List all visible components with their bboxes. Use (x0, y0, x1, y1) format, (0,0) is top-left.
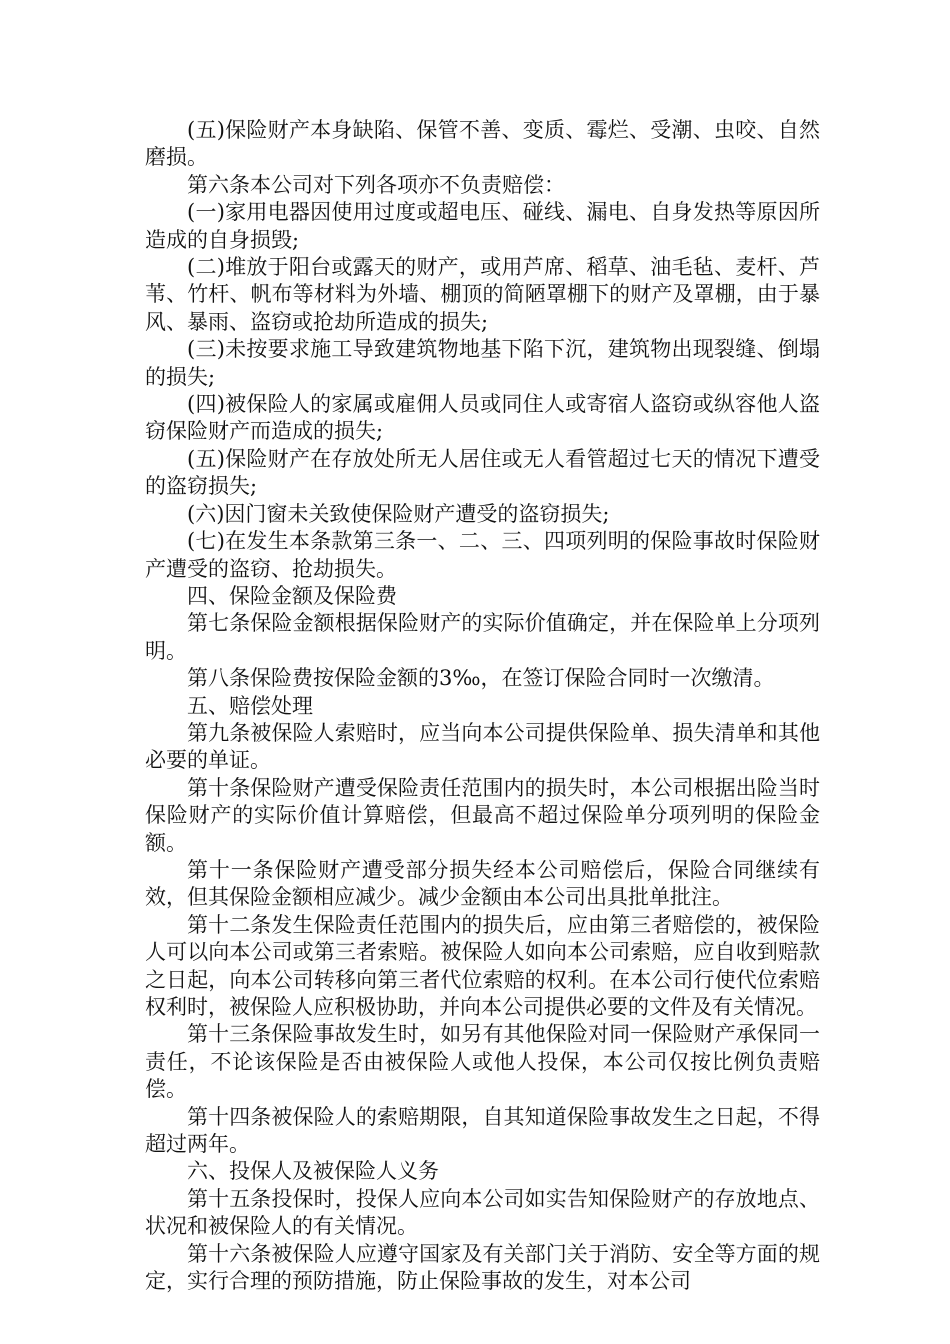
document-body (145, 117, 820, 1295)
section-heading: 五、赔偿处理 (187, 693, 313, 718)
article-paragraph: 第十条保险财产遭受保险责任范围内的损失时，本公司根据出险当时保险财产的实际价值计算赔偿，但最高不超过保险单分项列明的保险金额。 (145, 775, 820, 855)
clause-paragraph: (五)保险财产本身缺陷、保管不善、变质、霉烂、受潮、虫咬、自然磨损。 (145, 118, 820, 170)
clause-paragraph: (三)未按要求施工导致建筑物地基下陷下沉，建筑物出现裂缝、倒塌的损失; (145, 337, 820, 389)
clause-paragraph: (一)家用电器因使用过度或超电压、碰线、漏电、自身发热等原因所造成的自身损毁; (145, 200, 820, 252)
article-paragraph: 第十三条保险事故发生时，如另有其他保险对同一保险财产承保同一责任，不论该保险是否由被保险人或他人投保，本公司仅按比例负责赔偿。 (145, 1022, 820, 1102)
clause-paragraph: (四)被保险人的家属或雇佣人员或同住人或寄宿人盗窃或纵容他人盗窃保险财产而造成的损失; (145, 392, 820, 444)
section-heading: 六、投保人及被保险人义务 (187, 1159, 439, 1184)
clause-paragraph: (五)保险财产在存放处所无人居住或无人看管超过七天的情况下遭受的盗窃损失; (145, 446, 820, 499)
clause-paragraph: (二)堆放于阳台或露天的财产，或用芦席、稻草、油毛毡、麦杆、芦苇、竹杆、帆布等材料为外墙、棚顶的简陋罩棚下的财产及罩棚，由于暴风、暴雨、盗窃或抢劫所造成的损失; (145, 255, 820, 334)
article-paragraph: 第十六条被保险人应遵守国家及有关部门关于消防、安全等方面的规定，实行合理的预防措施，防止保险事故的发生，对本公司 (145, 1241, 820, 1294)
article-paragraph: 第九条被保险人索赔时，应当向本公司提供保险单、损失清单和其他必要的单证。 (145, 720, 820, 773)
article-paragraph: 第八条保险费按保险金额的3‰，在签订保险合同时一次缴清。 (187, 666, 775, 691)
article-paragraph: 第七条保险金额根据保险财产的实际价值确定，并在保险单上分项列明。 (145, 611, 820, 663)
article-paragraph: 第十二条发生保险责任范围内的损失后，应由第三者赔偿的，被保险人可以向本公司或第三者索赔。被保险人如向本公司索赔，应自收到赔款之日起，向本公司转移向第三者代位索赔的权利。在本公司行使代位索赔权利时，被保险人应积极协助，并向本公司提供必要的文件及有关情况。 (145, 912, 820, 1019)
clause-paragraph: (七)在发生本条款第三条一、二、三、四项列明的保险事故时保险财产遭受的盗窃、抢劫损失。 (145, 529, 820, 581)
article-paragraph: 第十五条投保时，投保人应向本公司如实告知保险财产的存放地点、状况和被保险人的有关情况。 (145, 1186, 820, 1239)
article-paragraph: 第六条本公司对下列各项亦不负责赔偿： (187, 172, 565, 197)
clause-paragraph: (六)因门窗未关致使保险财产遭受的盗窃损失; (187, 501, 610, 526)
article-paragraph: 第十四条被保险人的索赔期限，自其知道保险事故发生之日起，不得超过两年。 (145, 1104, 820, 1157)
article-paragraph: 第十一条保险财产遭受部分损失经本公司赔偿后，保险合同继续有效，但其保险金额相应减少。减少金额由本公司出具批单批注。 (145, 857, 820, 910)
section-heading: 四、保险金额及保险费 (187, 583, 397, 608)
